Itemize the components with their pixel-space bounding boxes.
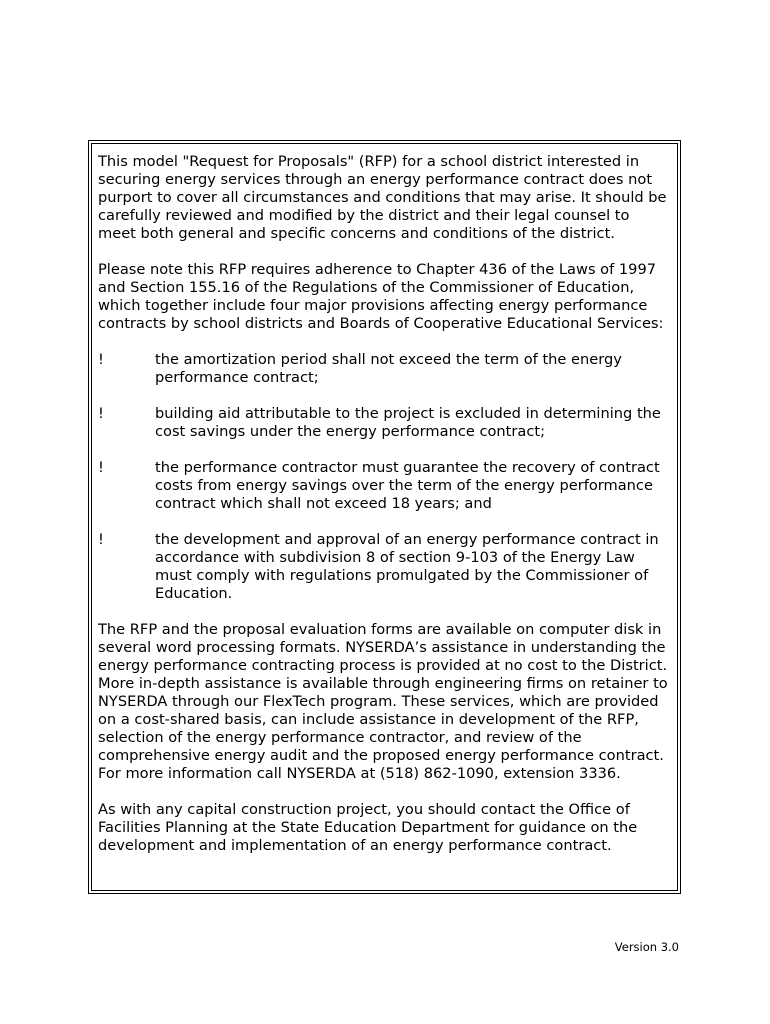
provision-item	[98, 405, 671, 441]
requirements-paragraph: Please note this RFP requires adherence to Chapter 436 of the Laws of 1997 and Section 155.16 of the Regulations of the Commissioner of Education, which together include four major provisions affecting energy performance contracts by school districts and Boards of Cooperative Educational Services:	[98, 261, 664, 332]
provision-text: the amortization period shall not exceed the term of the energy performance contract;	[155, 351, 622, 386]
provision-item	[98, 531, 671, 603]
provision-text: building aid attributable to the project is excluded in determining the cost savings under the energy performance contract;	[155, 405, 661, 440]
notice-content	[91, 143, 678, 891]
bullet-mark: !	[98, 531, 104, 548]
provision-item	[98, 351, 671, 387]
provision-text: the development and approval of an energy performance contract in accordance with subdivision 8 of section 9-103 of the Energy Law must comply with regulations promulgated by the Commissioner of Education.	[155, 531, 659, 602]
bullet-mark: !	[98, 405, 104, 422]
intro-paragraph: This model "Request for Proposals" (RFP) for a school district interested in securing energy services through an energy performance contract does not purport to cover all circumstances and conditions that may arise. It should be carefully reviewed and modified by the district and their legal counsel to meet both general and specific concerns and conditions of the district.	[98, 153, 667, 242]
bullet-mark: !	[98, 351, 104, 368]
notice-box	[88, 140, 681, 894]
assistance-paragraph: The RFP and the proposal evaluation forms are available on computer disk in several word processing formats. NYSERDA’s assistance in understanding the energy performance contracting process is provided at no cost to the District. More in-depth assistance is available through engineering firms on retainer to NYSERDA through our FlexTech program. These services, which are provided on a cost-shared basis, can include assistance in development of the RFP, selection of the energy performance contractor, and review of the comprehensive energy audit and the proposed energy performance contract. For more information call NYSERDA at (518) 862-1090, extension 3336.	[98, 621, 668, 782]
provision-item	[98, 459, 671, 513]
bullet-mark: !	[98, 459, 104, 476]
version-label: Version 3.0	[614, 940, 679, 954]
provision-text: the performance contractor must guarantee the recovery of contract costs from energy savings over the term of the energy performance contract which shall not exceed 18 years; and	[155, 459, 660, 512]
contact-paragraph: As with any capital construction project, you should contact the Office of Facilities Planning at the State Education Department for guidance on the development and implementation of an energy performance contract.	[98, 801, 638, 854]
